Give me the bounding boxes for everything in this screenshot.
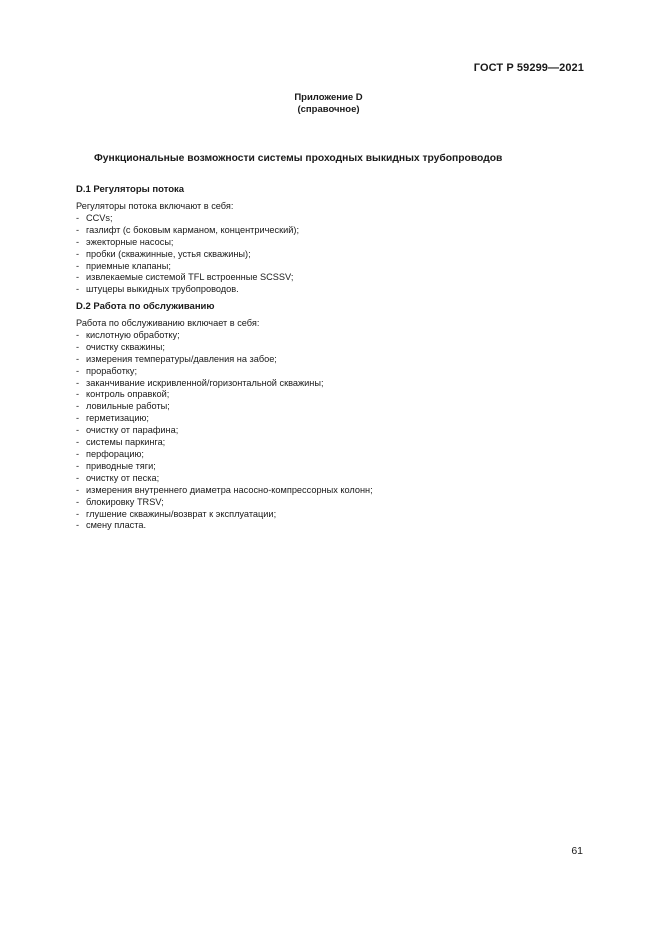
list-dash: - [76, 460, 80, 471]
list-item-text: пробки (скважинные, устья скважины); [86, 248, 251, 259]
section-flow-regulators [76, 184, 576, 296]
list-item-text: очистку скважины; [86, 341, 165, 352]
list-item-text: заканчивание искривленной/горизонтальной скважины; [86, 377, 324, 388]
list-dash: - [76, 401, 80, 412]
list-item [76, 237, 576, 249]
list-item [76, 437, 576, 449]
list-item [76, 473, 576, 485]
list-item [76, 425, 576, 437]
list-dash: - [76, 284, 80, 295]
list-dash: - [76, 389, 80, 400]
list-item [76, 330, 576, 342]
list-dash: - [76, 413, 80, 424]
list-item-text: измерения температуры/давления на забое; [86, 353, 277, 364]
section-heading: D.2 Работа по обслуживанию [76, 301, 215, 312]
list-dash: - [76, 377, 80, 388]
list-dash: - [76, 353, 80, 364]
list-item-text: газлифт (с боковым карманом, концентрический); [86, 224, 299, 235]
list-item [76, 461, 576, 473]
list-item-text: перфорацию; [86, 448, 144, 459]
list-dash: - [76, 272, 80, 283]
list-item-text: герметизацию; [86, 413, 149, 424]
list-item-text: эжекторные насосы; [86, 236, 174, 247]
list-item-text: системы паркинга; [86, 437, 166, 448]
list-dash: - [76, 520, 80, 531]
list-item [76, 520, 576, 532]
section-list [76, 330, 576, 532]
list-item-text: CCVs; [86, 212, 113, 223]
list-item [76, 497, 576, 509]
list-dash: - [76, 224, 80, 235]
list-dash: - [76, 484, 80, 495]
annex-kind: (справочное) [297, 104, 360, 115]
list-item-text: очистку от песка; [86, 472, 160, 483]
list-dash: - [76, 472, 80, 483]
list-item [76, 378, 576, 390]
list-dash: - [76, 236, 80, 247]
list-item-text: приводные тяги; [86, 460, 156, 471]
list-dash: - [76, 329, 80, 340]
list-item-text: штуцеры выкидных трубопроводов. [86, 284, 239, 295]
list-dash: - [76, 260, 80, 271]
list-item [76, 389, 576, 401]
section-intro: Регуляторы потока включают в себя: [76, 201, 234, 211]
list-item [76, 342, 576, 354]
list-item [76, 354, 576, 366]
list-dash: - [76, 365, 80, 376]
list-item [76, 413, 576, 425]
list-dash: - [76, 448, 80, 459]
section-heading: D.1 Регуляторы потока [76, 184, 185, 195]
list-item-text: контроль оправкой; [86, 389, 170, 400]
list-item-text: смену пласта. [86, 520, 147, 531]
list-item-text: блокировку TRSV; [86, 496, 164, 507]
list-item [76, 485, 576, 497]
page-number: 61 [571, 845, 583, 857]
list-item [76, 401, 576, 413]
list-item [76, 213, 576, 225]
list-dash: - [76, 425, 80, 436]
list-dash: - [76, 212, 80, 223]
list-dash: - [76, 496, 80, 507]
list-item [76, 261, 576, 273]
list-dash: - [76, 248, 80, 259]
list-dash: - [76, 341, 80, 352]
list-item-text: кислотную обработку; [86, 329, 180, 340]
annex-title: Приложение D [294, 92, 363, 103]
list-item [76, 449, 576, 461]
list-item [76, 366, 576, 378]
standard-number: ГОСТ Р 59299—2021 [473, 62, 584, 74]
list-dash: - [76, 437, 80, 448]
list-item [76, 225, 576, 237]
list-item-text: глушение скважины/возврат к эксплуатации; [86, 508, 277, 519]
list-item [76, 272, 576, 284]
section-intro: Работа по обслуживанию включает в себя: [76, 318, 260, 328]
list-item-text: очистку от парафина; [86, 425, 179, 436]
list-item-text: извлекаемые системой TFL встроенные SCSSV; [86, 272, 294, 283]
list-dash: - [76, 508, 80, 519]
list-item-text: приемные клапаны; [86, 260, 171, 271]
list-item-text: измерения внутреннего диаметра насосно-компрессорных колонн; [86, 484, 373, 495]
list-item-text: проработку; [86, 365, 138, 376]
document-title: Функциональные возможности системы проходных выкидных трубопроводов [94, 153, 503, 164]
section-maintenance-work [76, 301, 576, 532]
section-list [76, 213, 576, 296]
list-item [76, 509, 576, 521]
list-item [76, 284, 576, 296]
list-item-text: ловильные работы; [86, 401, 170, 412]
list-item [76, 249, 576, 261]
